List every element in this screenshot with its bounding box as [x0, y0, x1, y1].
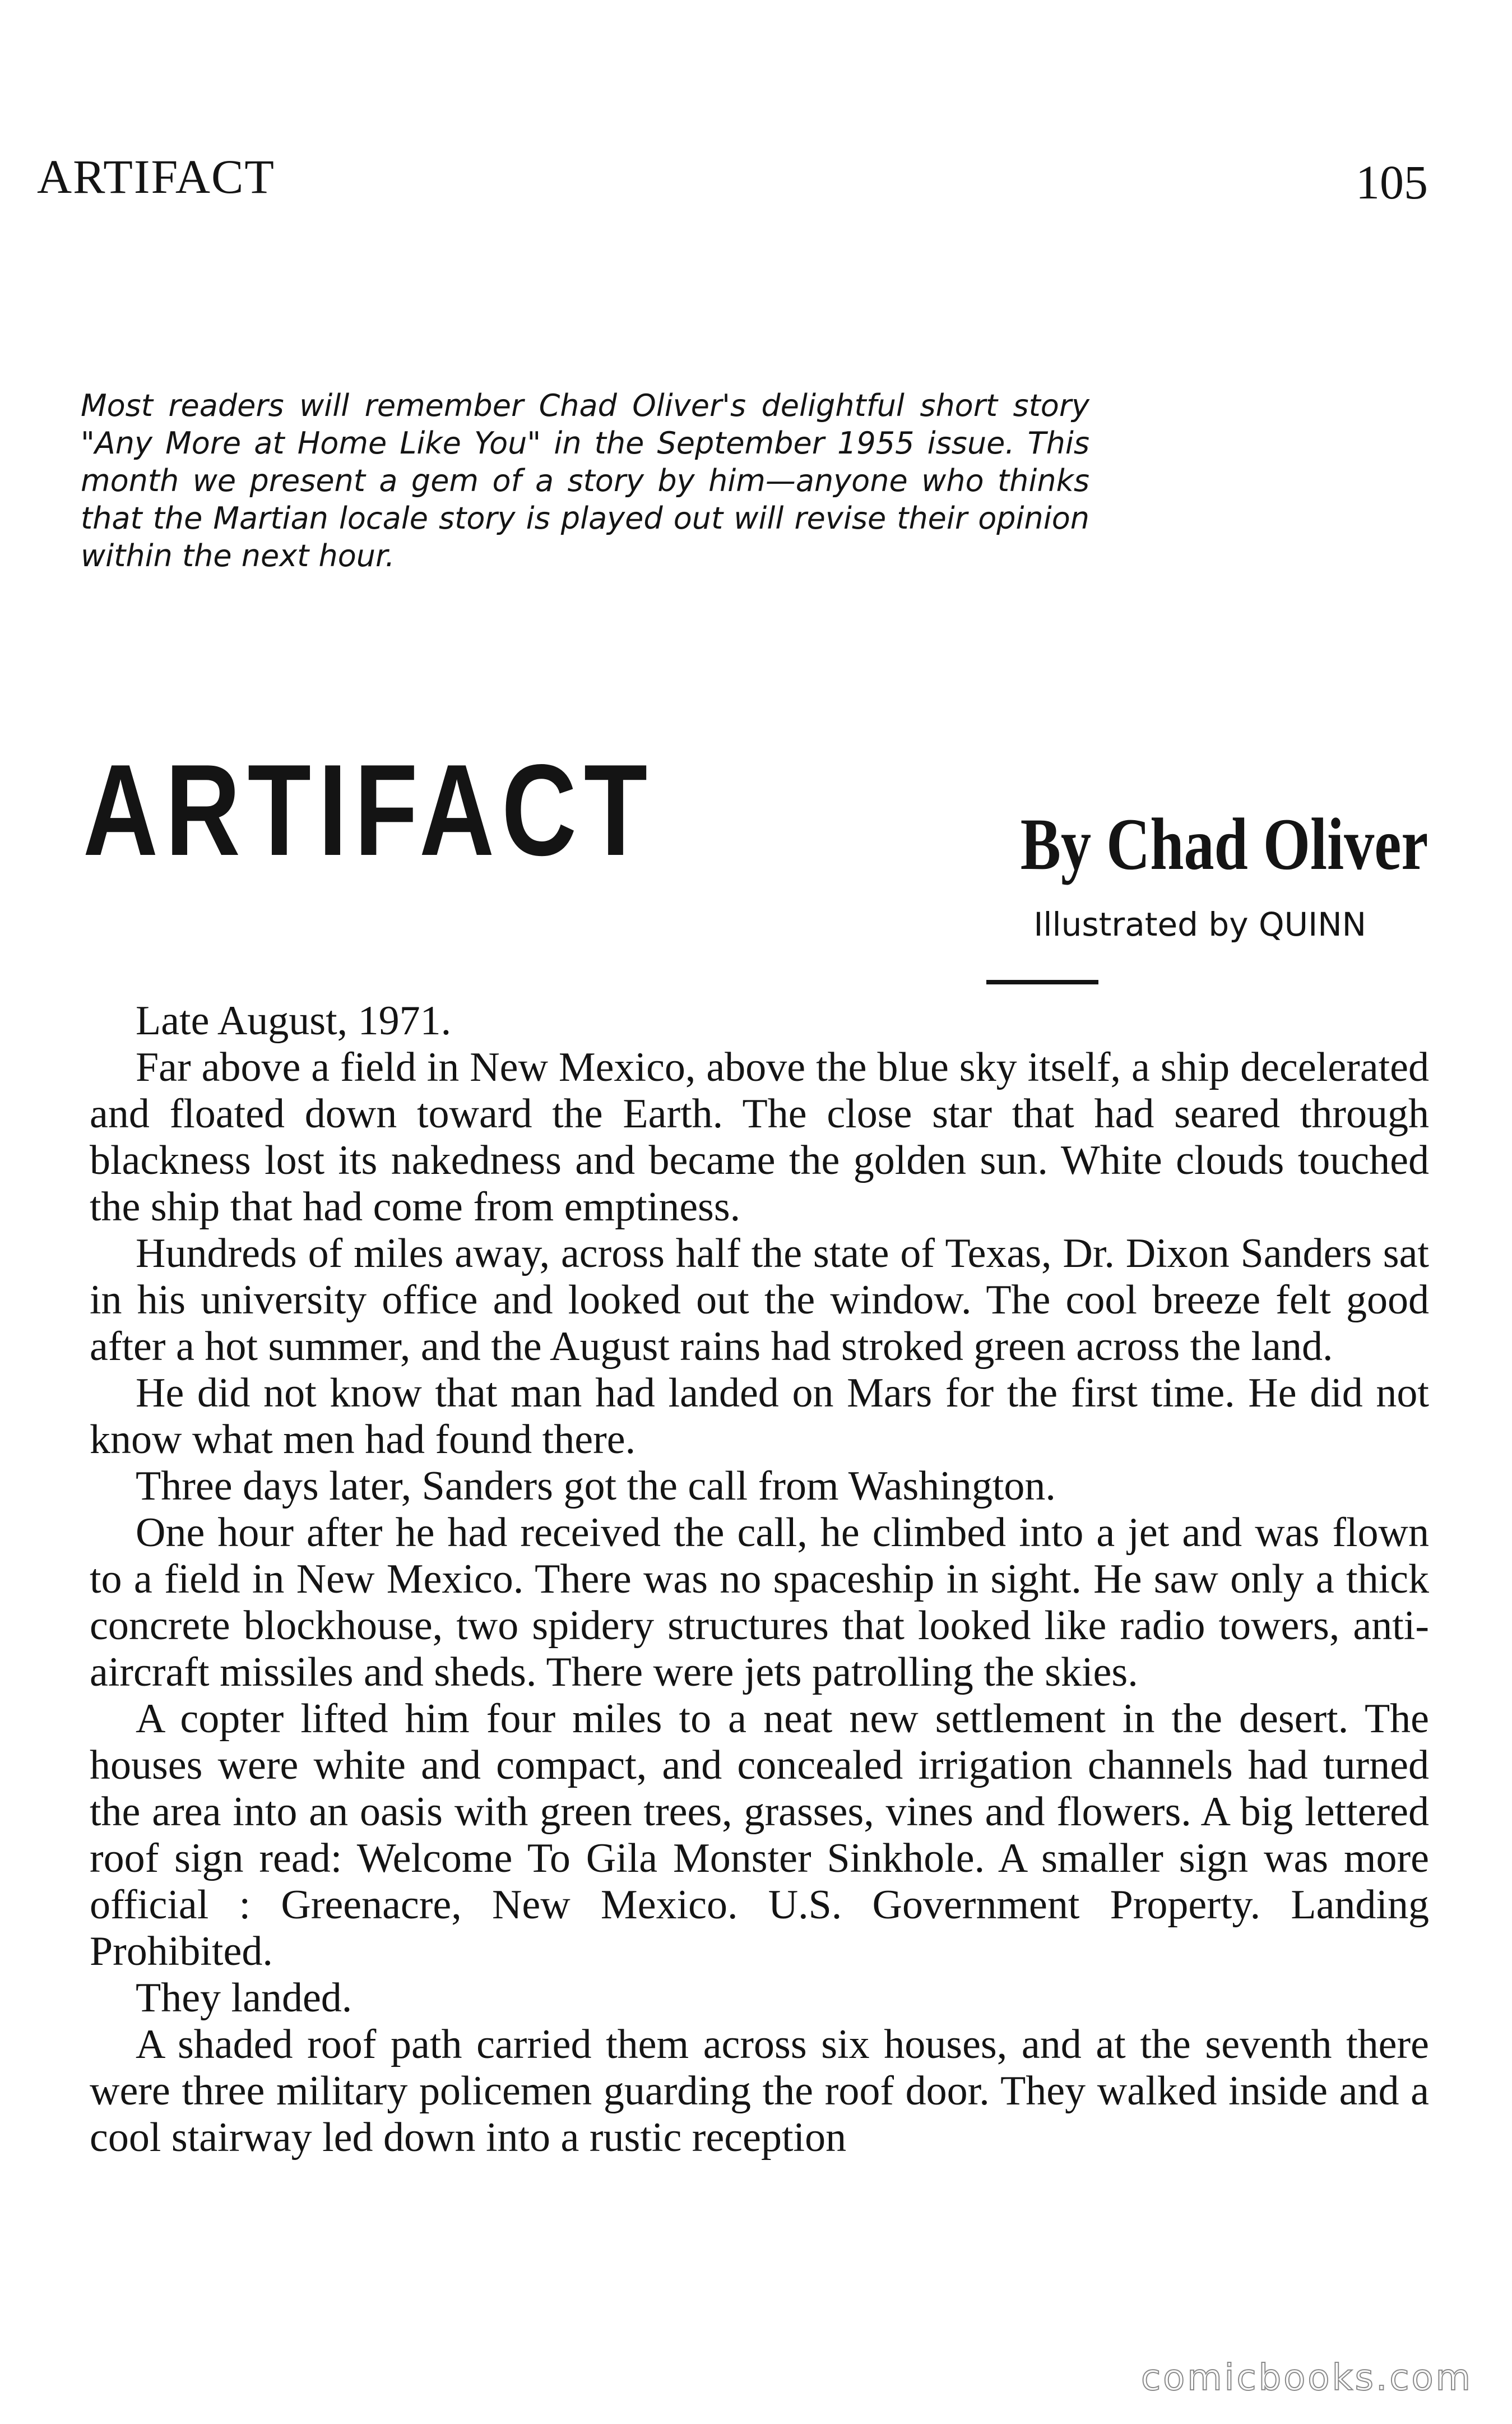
- paragraph: A shaded roof path carried them across six houses, and at the seventh there were three military policemen guarding the roof door. They walked inside and a cool stairway led down into a rustic reception: [90, 2021, 1429, 2161]
- illustrator-credit: Illustrated by QUINN: [1033, 905, 1366, 943]
- paragraph: Far above a field in New Mexico, above the blue sky itself, a ship decelerated and floated down toward the Earth. The close star that had seared through blackness lost its nakedness and became the golden sun. White clouds touched the ship that had come from emptiness.: [90, 1044, 1429, 1230]
- author-byline: By Chad Oliver: [1020, 803, 1428, 885]
- paragraph: They landed.: [136, 1975, 353, 2021]
- story-body: [90, 998, 1429, 2161]
- divider-rule: [986, 980, 1098, 984]
- editor-intro: Most readers will remember Chad Oliver's delightful short story "Any More at Home Like You" in the September 1955 issue. This month we present a gem of a story by him—anyone who thinks that the Martian locale story is played out will revise their opinion within the next hour.: [81, 388, 1089, 573]
- site-watermark: comicbooks.com: [1140, 2357, 1473, 2399]
- paragraph: One hour after he had received the call, he climbed into a jet and was flown to a field in New Mexico. There was no spaceship in sight. He saw only a thick concrete blockhouse, two spidery structures that looked like radio towers, anti-aircraft missiles and sheds. There were jets patrolling the skies.: [90, 1510, 1429, 1695]
- running-title: ARTIFACT: [37, 150, 275, 203]
- paragraph: A copter lifted him four miles to a neat new settlement in the desert. The houses were white and compact, and concealed irrigation channels had turned the area into an oasis with green trees, grasses, vines and flowers. A big lettered roof sign read: Welcome To Gila Monster Sinkhole. A smaller sign was more official : Greenacre, New Mexico. U.S. Government Property. Landing Prohibited.: [90, 1696, 1429, 1974]
- paragraph: Hundreds of miles away, across half the state of Texas, Dr. Dixon Sanders sat in his university office and looked out the window. The cool breeze felt good after a hot summer, and the August rains had stroked green across the land.: [90, 1230, 1429, 1370]
- page-number: 105: [1356, 155, 1428, 209]
- paragraph: Three days later, Sanders got the call from Washington.: [136, 1463, 1056, 1509]
- story-title: ARTIFACT: [83, 738, 655, 883]
- paragraph: Late August, 1971.: [136, 998, 452, 1044]
- paragraph: He did not know that man had landed on Mars for the first time. He did not know what men had found there.: [90, 1370, 1429, 1463]
